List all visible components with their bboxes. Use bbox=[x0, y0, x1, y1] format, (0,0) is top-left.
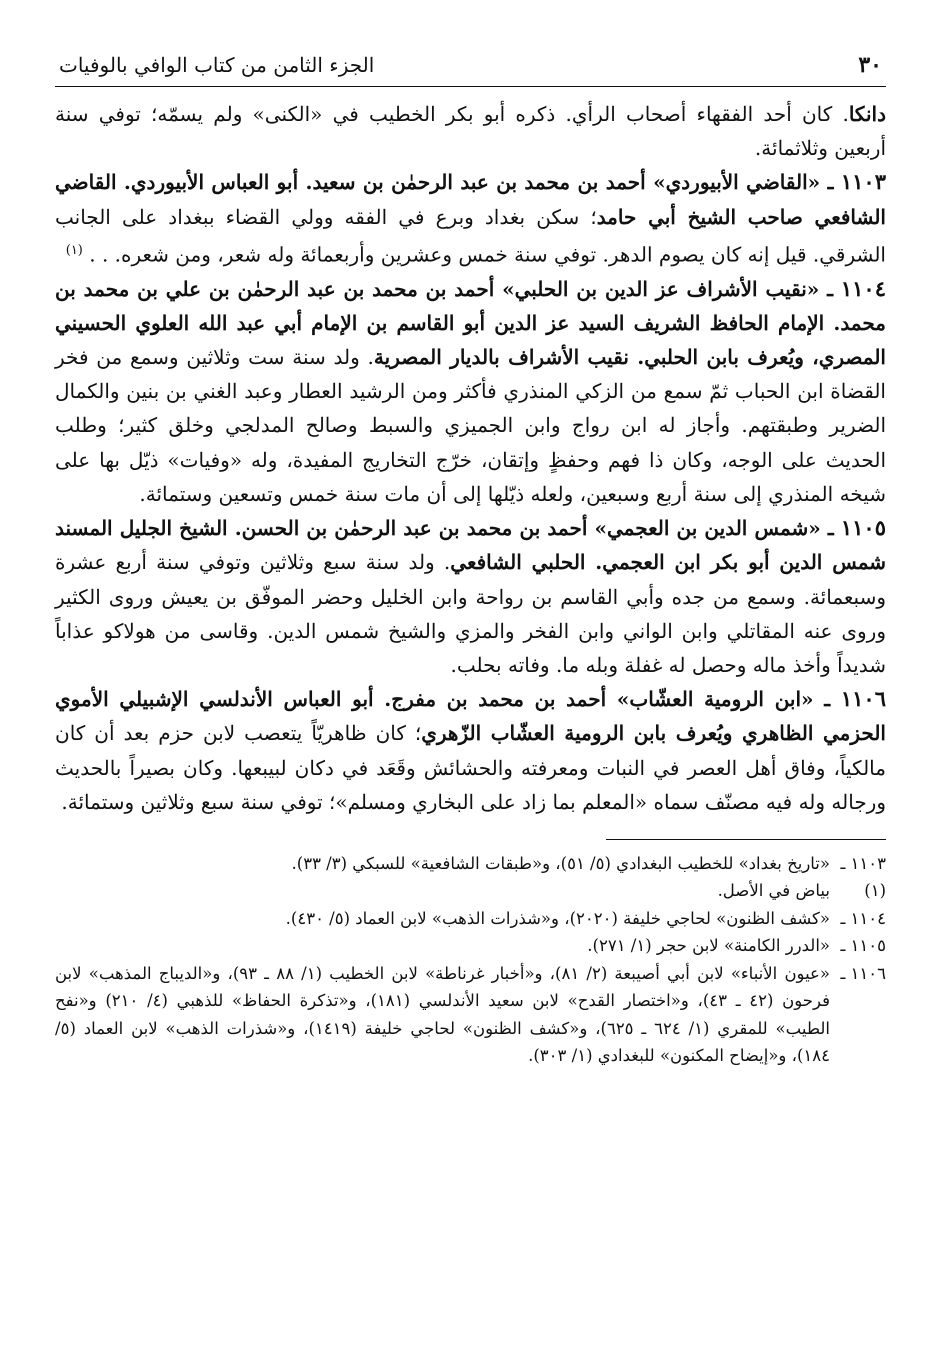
biography-entry: ١١٠٣ ـ «القاضي الأبيوردي» أحمد بن محمد بن عبد الرحمٰن بن سعيد. أبو العباس الأبيوردي. القاضي الشافعي صاحب الشيخ أبي حامد؛ سكن بغداد وبرع في الفقه وولي القضاء ببغداد على الجانب الشرقي. قيل إنه كان يصوم الدهر. توفي سنة خمس وعشرين وأربعمائة وله شعر، ومن شعره. . . $^{(١)}$ bbox=[55, 169, 886, 267]
footnotes bbox=[55, 850, 886, 1070]
footnote-text: بياض في الأصل. bbox=[717, 881, 830, 901]
footnote-text: «عيون الأنباء» لابن أبي أصيبعة (٢/ ٨١)، و«أخبار غرناطة» لابن الخطيب (١/ ٨٨ ـ ٩٣)، و«الديباج المذهب» لابن فرحون (٤٢ ـ ٤٣)، و«اختصار القدح» لابن سعيد الأندلسي (١٨١)، و«تذكرة الحفاظ» للذهبي (٤/ ٢١٠) و«نفح الطيب» للمقري (١/ ٦٢٤ ـ ٦٢٥)، و«كشف الظنون» لحاجي خليفة (١٤١٩)، و«شذرات الذهب» لابن العماد (٥/ ١٨٤)، و«إيضاح المكنون» للبغدادي (١/ ٣٠٣). bbox=[55, 963, 831, 1066]
entry-bold-names: . أبو العباس الأبيوردي. القاضي الشافعي صاحب الشيخ أبي حامد bbox=[55, 170, 886, 229]
entry-number: ١١٠٥ bbox=[840, 515, 886, 541]
paragraph-lead: دانكا bbox=[848, 102, 886, 126]
entry-title: «شمس الدين بن العجمي» أحمد بن محمد بن عبد الرحمٰن بن الحسن bbox=[241, 516, 821, 541]
biography-entry: ١١٠٥ ـ «شمس الدين بن العجمي» أحمد بن محمد بن عبد الرحمٰن بن الحسن. الشيخ الجليل المسند شمس الدين أبو بكر ابن العجمي. الحلبي الشافعي. ولد سنة سبع وثلاثين وتوفي سنة أربع عشرة وسبعمائة. وسمع من جده وأبي القاسم بن رواحة وابن الخليل وحضر الموفّق بن يعيش وروى الكثير وروى عنه المقاتلي وابن الواني وابن الفخر والمزي والشيخ شمس الدين. وقاسى من هولاكو عذاباً شديداً وأخذ ماله وحصل له غفلة وبله ما. وفاته بحلب. bbox=[55, 515, 887, 677]
book-page bbox=[55, 52, 886, 1348]
entry-text: . ولد سنة ست وثلاثين وسمع من فخر القضاة ابن الحباب ثمّ سمع من الزكي المنذري فأكثر ومن الرشيد العطار وعبد الغني بن بنين والكمال الضرير وطبقتهم. وأجاز له ابن رواج وابن الجميزي والسبط وصالح المدلجي وخلق كثير؛ وطلب الحديث على الوجه، وكان ذا فهم وحفظٍ وإتقان، خرّج التخاريج المفيدة، وله «وفيات» ذيّل بها على شيخه المنذري إلى سنة أربع وسبعين، ولعله ذيّلها إلى أن مات سنة خمس وتسعين وستمائة. bbox=[55, 345, 886, 506]
biography-entry: ١١٠٤ ـ «نقيب الأشراف عز الدين بن الحلبي» أحمد بن محمد بن عبد الرحمٰن بن علي بن محمد بن محمد. الإمام الحافظ الشريف السيد عز الدين أبو القاسم بن الإمام أبي عبد الله العلوي الحسيني المصري، ويُعرف بابن الحلبي. نقيب الأشراف بالديار المصرية. ولد سنة ست وثلاثين وسمع من فخر القضاة ابن الحباب ثمّ سمع من الزكي المنذري فأكثر ومن الرشيد العطار وعبد الغني بن بنين والكمال الضرير وطبقتهم. وأجاز له ابن رواج وابن الجميزي والسبط وصالح المدلجي وخلق كثير؛ وطلب الحديث على الوجه، وكان ذا فهم وحفظٍ وإتقان، خرّج التخاريج المفيدة، وله «وفيات» ذيّل بها على شيخه المنذري إلى سنة أربع وسبعين، ولعله ذيّلها إلى أن مات سنة خمس وتسعين وستمائة. bbox=[55, 275, 886, 506]
footnote-text: «كشف الظنون» لحاجي خليفة (٢٠٢٠)، و«شذرات الذهب» لابن العماد (٥/ ٤٣٠). bbox=[285, 908, 830, 928]
entry-bold-names: . الإمام الحافظ الشريف السيد عز الدين أبو القاسم بن الإمام أبي عبد الله العلوي الحسيني المصري، ويُعرف بابن الحلبي. نقيب الأشراف بالديار المصرية bbox=[55, 310, 886, 370]
footnote bbox=[55, 850, 886, 878]
entry-text: . ولد سنة سبع وثلاثين وتوفي سنة أربع عشرة وسبعمائة. وسمع من جده وأبي القاسم بن رواحة وابن الخليل وحضر الموفّق بن يعيش وروى الكثير وروى عنه المقاتلي وابن الواني وابن الفخر والمزي والشيخ شمس الدين. وقاسى من هولاكو عذاباً شديداً وأخذ ماله وحصل له غفلة وبله ما. وفاته بحلب. bbox=[55, 550, 886, 677]
footnote bbox=[55, 960, 886, 1070]
paragraph-text: . كان أحد الفقهاء أصحاب الرأي. ذكره أبو بكر الخطيب في «الكنى» ولم يسمّه؛ توفي سنة أربعين وثلاثمائة. bbox=[55, 102, 886, 161]
footnote-label: ١١٠٤ ـ bbox=[840, 908, 886, 928]
entry-text: ؛ كان ظاهريّاً يتعصب لابن حزم بعد أن كان مالكياً، وفاق أهل العصر في النبات ومعرفته والحشائش وقَعَد في دكان لبيبعها. وكان بصيراً بالحديث ورجاله وله فيه مصنّف سماه «المعلم بما زاد على البخاري ومسلم»؛ توفي سنة سبع وثلاثين وستمائة. bbox=[55, 721, 886, 814]
footnote bbox=[55, 905, 886, 933]
footnote-label: ١١٠٣ ـ bbox=[840, 853, 886, 873]
entry-number: ١١٠٦ bbox=[840, 686, 886, 712]
continued-paragraph bbox=[55, 97, 886, 165]
footnote-text: «تاريخ بغداد» للخطيب البغدادي (٥/ ٥١)، و«طبقات الشافعية» للسبكي (٣/ ٣٣). bbox=[291, 853, 830, 873]
footnote-label: (١) bbox=[864, 881, 886, 901]
running-header bbox=[55, 52, 886, 86]
main-text bbox=[55, 97, 886, 819]
entry-text: ؛ سكن بغداد وبرع في الفقه وولي القضاء ببغداد على الجانب الشرقي. قيل إنه كان يصوم الدهر. توفي سنة خمس وعشرين وأربعمائة وله شعر، ومن شعره. . . bbox=[55, 204, 886, 267]
biography-entry: ١١٠٦ ـ «ابن الرومية العشّاب» أحمد بن محمد بن مفرج. أبو العباس الأندلسي الإشبيلي الأموي الحزمي الظاهري ويُعرف بابن الرومية العشّاب الزّهري؛ كان ظاهريّاً يتعصب لابن حزم بعد أن كان مالكياً، وفاق أهل العصر في النبات ومعرفته والحشائش وقَعَد في دكان لبيبعها. وكان بصيراً بالحديث ورجاله وله فيه مصنّف سماه «المعلم بما زاد على البخاري ومسلم»؛ توفي سنة سبع وثلاثين وستمائة. bbox=[55, 686, 886, 814]
entry-title: «نقيب الأشراف عز الدين بن الحلبي» أحمد بن محمد بن عبد الرحمٰن بن علي بن محمد بن محمد bbox=[55, 276, 886, 335]
footnote-label: ١١٠٥ ـ bbox=[840, 936, 886, 956]
entry-bold-names: . أبو العباس الأندلسي الإشبيلي الأموي الحزمي الظاهري ويُعرف بابن الرومية العشّاب الزّهري bbox=[55, 687, 886, 746]
footnote bbox=[55, 932, 886, 960]
footnote-label: ١١٠٦ ـ bbox=[840, 963, 886, 983]
footnote bbox=[55, 877, 886, 905]
entry-bold-names: . الشيخ الجليل المسند شمس الدين أبو بكر ابن العجمي. الحلبي الشافعي bbox=[55, 516, 887, 575]
footnote-divider bbox=[606, 839, 886, 840]
entry-title: «القاضي الأبيوردي» أحمد بن محمد بن عبد الرحمٰن بن سعيد bbox=[312, 170, 821, 195]
entry-title: «ابن الرومية العشّاب» أحمد بن محمد بن مفرج bbox=[391, 687, 814, 712]
entry-number: ١١٠٤ bbox=[840, 275, 886, 301]
footnote-reference: (١) bbox=[65, 242, 83, 258]
header-divider bbox=[55, 86, 886, 87]
entry-number: ١١٠٣ bbox=[840, 169, 886, 195]
running-title: الجزء الثامن من كتاب الوافي بالوفيات bbox=[59, 53, 375, 77]
footnote-text: «الدرر الكامنة» لابن حجر (١/ ٢٧١). bbox=[587, 936, 830, 956]
page-number: ٣٠ bbox=[858, 52, 882, 78]
